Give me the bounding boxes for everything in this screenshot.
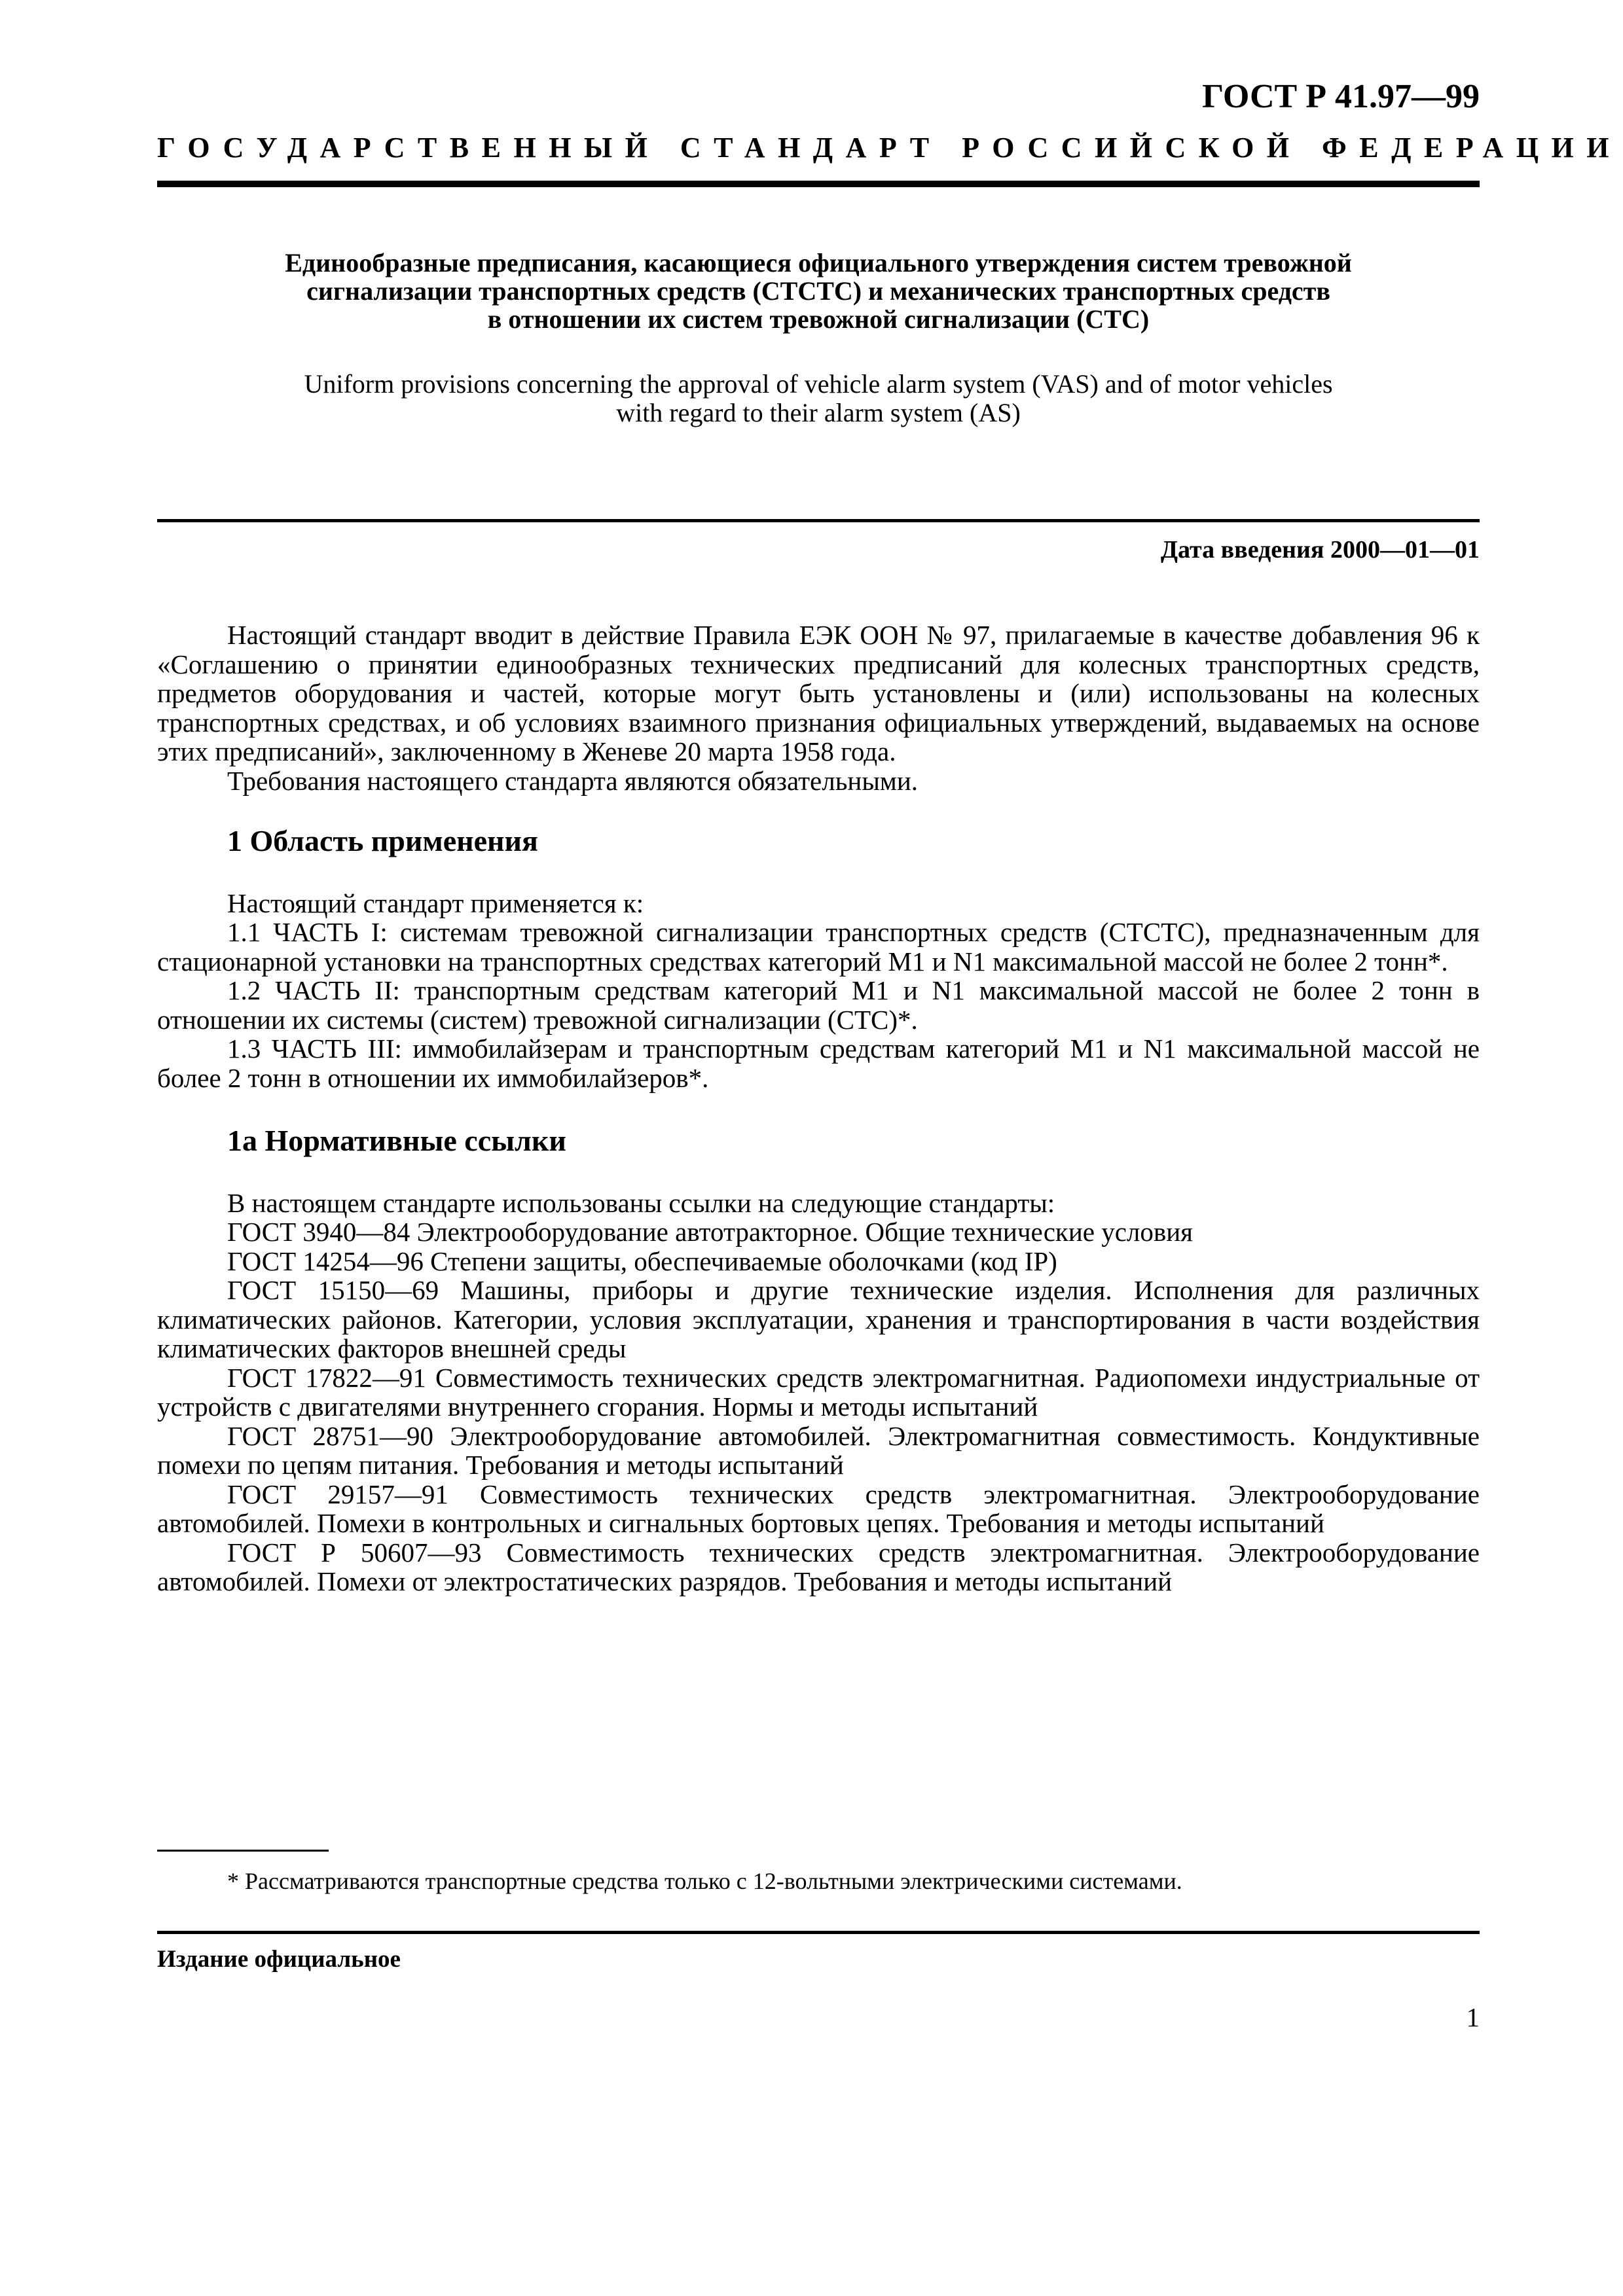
title-ru-line: в отношении их систем тревожной сигнализации (СТС) bbox=[487, 304, 1150, 334]
reference-item: ГОСТ Р 50607—93 Совместимость технических средств электромагнитная. Электрооборудование автомобилей. Помехи от электростатических разрядов. Требования и методы испытаний bbox=[157, 1537, 1480, 1596]
edition-label: Издание официальное bbox=[157, 1946, 401, 1973]
scope-paragraph: 1.1 ЧАСТЬ I: системам тревожной сигнализации транспортных средств (СТСТС), предназначенным для стационарной установки на транспортных средствах категорий М1 и N1 максимальной массой не более 2 тонн*. bbox=[157, 917, 1480, 977]
reference-item: ГОСТ 14254—96 Степени защиты, обеспечиваемые оболочками (код IP) bbox=[227, 1246, 1057, 1276]
scope-paragraph: Настоящий стандарт применяется к: bbox=[227, 888, 644, 918]
footnote: * Рассматриваются транспортные средства только с 12-вольтными электрическими системами. bbox=[227, 1868, 1182, 1894]
reference-item: ГОСТ 3940—84 Электрооборудование автотракторное. Общие технические условия bbox=[227, 1217, 1194, 1247]
reference-paragraph: В настоящем стандарте использованы ссылки на следующие стандарты: bbox=[227, 1187, 1055, 1218]
intro-paragraph: Настоящий стандарт вводит в действие Правила ЕЭК ООН № 97, прилагаемые в качестве добавления 96 к «Соглашению о принятии единообразных технических предписаний для колесных транспортных средств, предметов оборудования и частей, которые могут быть установлены и (или) использованы на колесных транспортных средствах, и об условиях взаимного признания официальных утверждений, выдаваемых на основе этих предписаний», заключенному в Женеве 20 марта 1958 года. bbox=[157, 620, 1480, 766]
document-body bbox=[157, 620, 1480, 1596]
title-ru-line: Единообразные предписания, касающиеся официального утверждения систем тревожной bbox=[285, 248, 1352, 278]
standard-title: ГОСУДАРСТВЕННЫЙ СТАНДАРТ РОССИЙСКОЙ ФЕДЕРАЦИИ bbox=[157, 132, 1622, 164]
title-ru-line: сигнализации транспортных средств (СТСТС) и механических транспортных средств bbox=[306, 276, 1330, 306]
scope-paragraph: 1.2 ЧАСТЬ II: транспортным средствам категорий М1 и N1 максимальной массой не более 2 тонн в отношении их системы (систем) тревожной сигнализации (СТС)*. bbox=[157, 975, 1480, 1035]
section-heading-scope: 1 Область применения bbox=[227, 824, 538, 857]
footer-divider bbox=[157, 1931, 1480, 1934]
document-title-russian bbox=[157, 249, 1480, 333]
reference-item: ГОСТ 15150—69 Машины, приборы и другие технические изделия. Исполнения для различных климатических районов. Категории, условия эксплуатации, хранения и транспортирования в части воздействия климатических факторов внешней среды bbox=[157, 1275, 1480, 1363]
introduction-date: Дата введения 2000—01—01 bbox=[1160, 536, 1480, 564]
title-en-line: with regard to their alarm system (AS) bbox=[616, 398, 1021, 427]
reference-item: ГОСТ 29157—91 Совместимость технических средств электромагнитная. Электрооборудование автомобилей. Помехи в контрольных и сигнальных бортовых цепях. Требования и методы испытаний bbox=[157, 1479, 1480, 1538]
document-code: ГОСТ Р 41.97—99 bbox=[1202, 78, 1480, 115]
reference-item: ГОСТ 17822—91 Совместимость технических средств электромагнитная. Радиопомехи индустриальные от устройств с двигателями внутреннего сгорания. Нормы и методы испытаний bbox=[157, 1362, 1480, 1422]
title-divider bbox=[157, 519, 1480, 522]
footnote-divider bbox=[157, 1850, 329, 1852]
section-heading-references: 1а Нормативные ссылки bbox=[227, 1124, 566, 1157]
document-page bbox=[157, 0, 1622, 2296]
intro-paragraph: Требования настоящего стандарта являются обязательными. bbox=[227, 765, 919, 796]
scope-paragraph: 1.3 ЧАСТЬ III: иммобилайзерам и транспортным средствам категорий М1 и N1 максимальной массой не более 2 тонн в отношении их иммобилайзеров*. bbox=[157, 1033, 1480, 1093]
document-title-english bbox=[157, 370, 1480, 427]
reference-item: ГОСТ 28751—90 Электрооборудование автомобилей. Электромагнитная совместимость. Кондуктивные помехи по цепям питания. Требования и методы испытаний bbox=[157, 1420, 1480, 1480]
page-number: 1 bbox=[1466, 2002, 1480, 2032]
title-en-line: Uniform provisions concerning the approval of vehicle alarm system (VAS) and of motor vehicles bbox=[304, 369, 1333, 399]
header-divider bbox=[157, 181, 1480, 187]
